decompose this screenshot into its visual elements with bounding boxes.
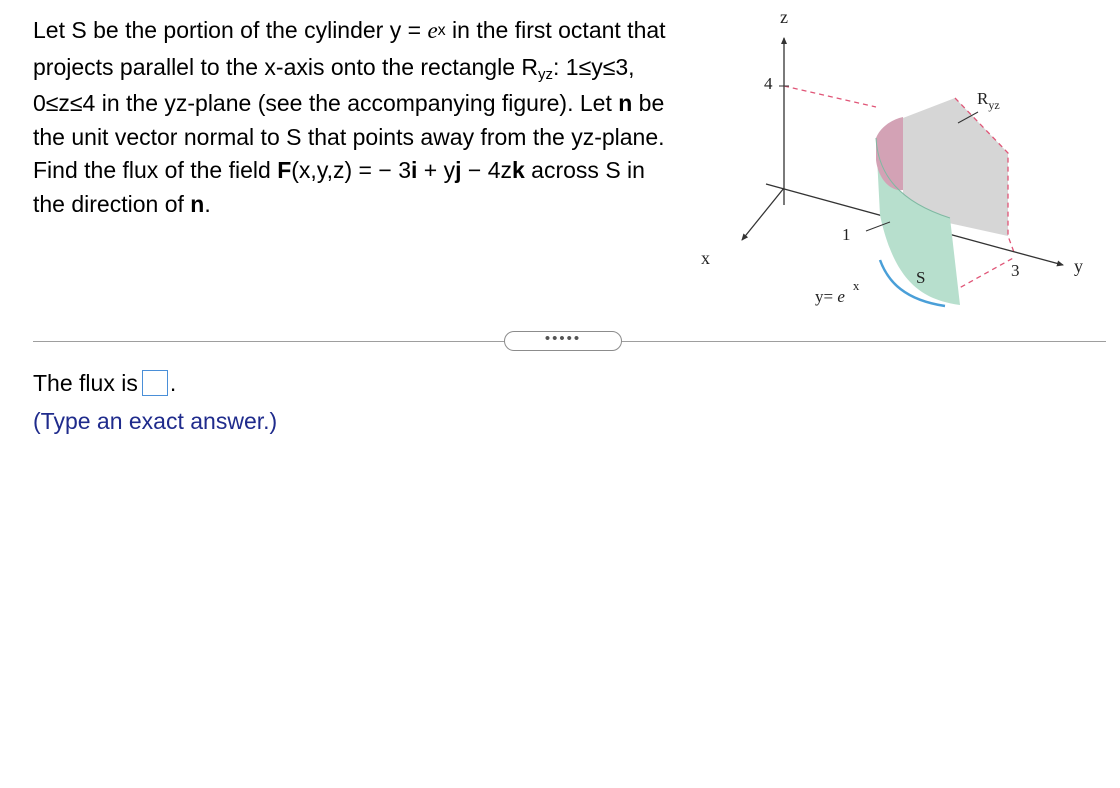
z-label: z xyxy=(780,7,788,27)
tick-1-label: 1 xyxy=(842,225,851,244)
curve-equation: $y= e^x$ xyxy=(815,278,860,306)
e-symbol: e xyxy=(427,18,438,43)
x-label: x xyxy=(701,248,710,268)
problem-statement: Let S be the portion of the cylinder $y = e^x$ in the first octant that projects parallel to the x-axis onto the rectangle $R_{yz}$: 1≤y≤3, 0≤z≤4 in the yz-plane (see the accompanying figure). Let n be the unit vector normal to S that points away from the yz-plane. Find the flux of the field F(x,y,z) = − 3i + yj − 4zk across S in the direction of n. xyxy=(33,17,666,217)
cylinder-figure xyxy=(690,0,1110,320)
s-label: S xyxy=(916,268,926,287)
expand-toggle-button[interactable]: ••••• xyxy=(504,331,622,351)
y-label: y xyxy=(1074,256,1083,276)
tick-4-label: 4 xyxy=(764,74,773,93)
flux-answer-input[interactable] xyxy=(142,370,168,396)
answer-line: The flux is . xyxy=(33,370,177,396)
ryz-label: $R_{yz}$ xyxy=(977,89,1000,112)
z4-dashed xyxy=(784,86,876,107)
y-axis-front xyxy=(1000,248,1063,265)
x-exponent: x xyxy=(437,22,446,39)
tick-3-label: 3 xyxy=(1011,261,1020,280)
x-axis xyxy=(742,188,784,240)
answer-hint: (Type an exact answer.) xyxy=(33,408,278,434)
